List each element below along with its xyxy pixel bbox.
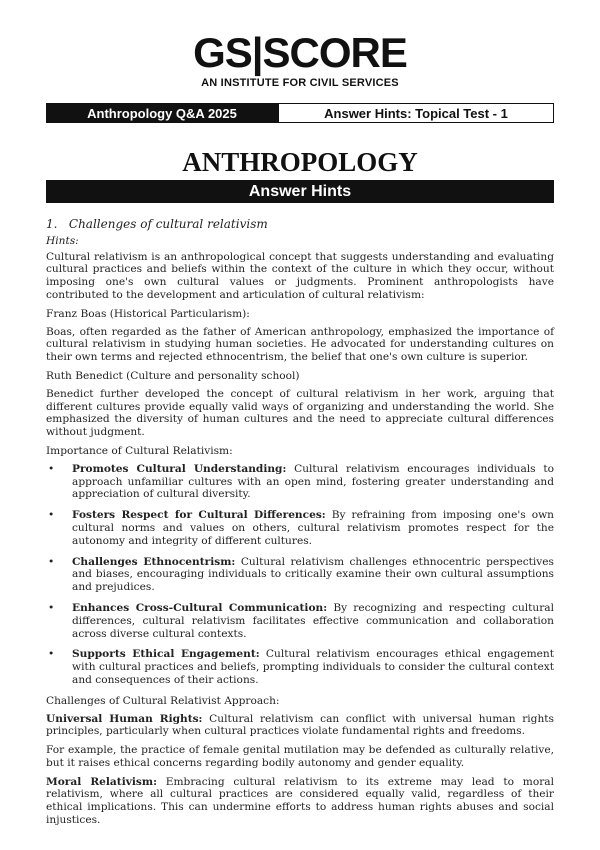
benedict-paragraph: Benedict further developed the concept of cultural relativism in her work, arguing that different cultures provide equally valid ways of organizing and understanding the world. She emphasized the diversity of human cultures and the need to appreciate cultural differences without judgment. — [46, 387, 554, 439]
page-title: ANTHROPOLOGY — [182, 147, 418, 177]
item-term: Enhances Cross-Cultural Communication: — [72, 601, 328, 614]
uhr-term: Universal Human Rights: — [46, 712, 203, 725]
item-term: Promotes Cultural Understanding: — [72, 462, 287, 475]
moral-paragraph — [46, 776, 554, 827]
boas-paragraph: Boas, often regarded as the father of American anthropology, emphasized the importance of cultural relativism in studying human societies. He advocated for understanding cultures on their own terms and rejected ethnocentrism, the belief that one's own culture is superior. — [46, 325, 554, 364]
list-item — [46, 556, 554, 594]
list-item — [46, 509, 554, 547]
item-term: Challenges Ethnocentrism: — [72, 555, 236, 568]
hints-label: Hints: — [46, 234, 79, 247]
example-paragraph: For example, the practice of female genital mutilation may be defended as culturally relative, but it raises ethical concerns regarding bodily autonomy and gender equality. — [46, 744, 554, 769]
boas-heading: Franz Boas (Historical Particularism): — [46, 307, 250, 320]
banner-test: Answer Hints: Topical Test - 1 — [278, 103, 554, 123]
item-term: Fosters Respect for Cultural Differences: — [72, 509, 326, 522]
benedict-heading: Ruth Benedict (Culture and personality school) — [46, 369, 300, 382]
bullet-icon: • — [48, 601, 55, 614]
logo — [0, 30, 600, 89]
importance-heading: Importance of Cultural Relativism: — [46, 444, 233, 457]
bullet-icon: • — [48, 555, 55, 568]
item-text: Cultural relativism encourages individuals to approach unfamiliar cultures with an open mind, fostering greater understanding and appreciation of cultural diversity. — [72, 462, 554, 501]
challenges-heading: Challenges of Cultural Relativist Approach: — [46, 694, 280, 707]
question-title: 1. Challenges of cultural relativism — [46, 217, 268, 231]
banner-course: Anthropology Q&A 2025 — [46, 103, 278, 123]
header-banner — [46, 103, 554, 123]
document-body — [46, 218, 554, 833]
list-item — [46, 648, 554, 686]
moral-text: Embracing cultural relativism to its extreme may lead to moral relativism, where all cultural practices are considered equally valid, regardless of their ethical implications. This can undermine efforts to address human rights abuses and social injustices. — [46, 775, 554, 827]
bullet-icon: • — [48, 462, 55, 475]
section-bar: Answer Hints — [46, 180, 554, 203]
item-text: Cultural relativism challenges ethnocentric perspectives and biases, encouraging individuals to critically examine their own cultural assumptions and prejudices. — [72, 555, 554, 594]
moral-term: Moral Relativism: — [46, 775, 157, 788]
uhr-paragraph — [46, 713, 554, 739]
item-text: Cultural relativism encourages ethical engagement with cultural practices and beliefs, prompting individuals to consider the cultural context and consequences of their actions. — [72, 648, 554, 686]
bullet-icon: • — [48, 648, 55, 661]
item-term: Supports Ethical Engagement: — [72, 648, 260, 661]
list-item — [46, 602, 554, 640]
logo-wordmark: GS|SCORE — [193, 29, 407, 76]
bullet-icon: • — [48, 509, 55, 522]
item-text: By refraining from imposing one's own cultural norms and values on others, cultural relativism promotes respect for the autonomy and integrity of different cultures. — [72, 509, 554, 547]
logo-tagline: AN INSTITUTE FOR CIVIL SERVICES — [201, 77, 399, 89]
uhr-text: Cultural relativism can conflict with universal human rights principles, particularly when cultural practices violate fundamental rights and freedoms. — [46, 712, 554, 738]
intro-paragraph: Cultural relativism is an anthropological concept that suggests understanding and evaluating cultural practices and beliefs within the context of the culture in which they occur, without imposing one's own cultural values or judgments. Prominent anthropologists have contributed to the development and articulation of cultural relativism: — [46, 250, 554, 301]
importance-list — [46, 463, 554, 687]
item-text: By recognizing and respecting cultural differences, cultural relativism facilitates effective communication and collaboration across diverse cultural contexts. — [72, 601, 554, 640]
list-item — [46, 463, 554, 501]
